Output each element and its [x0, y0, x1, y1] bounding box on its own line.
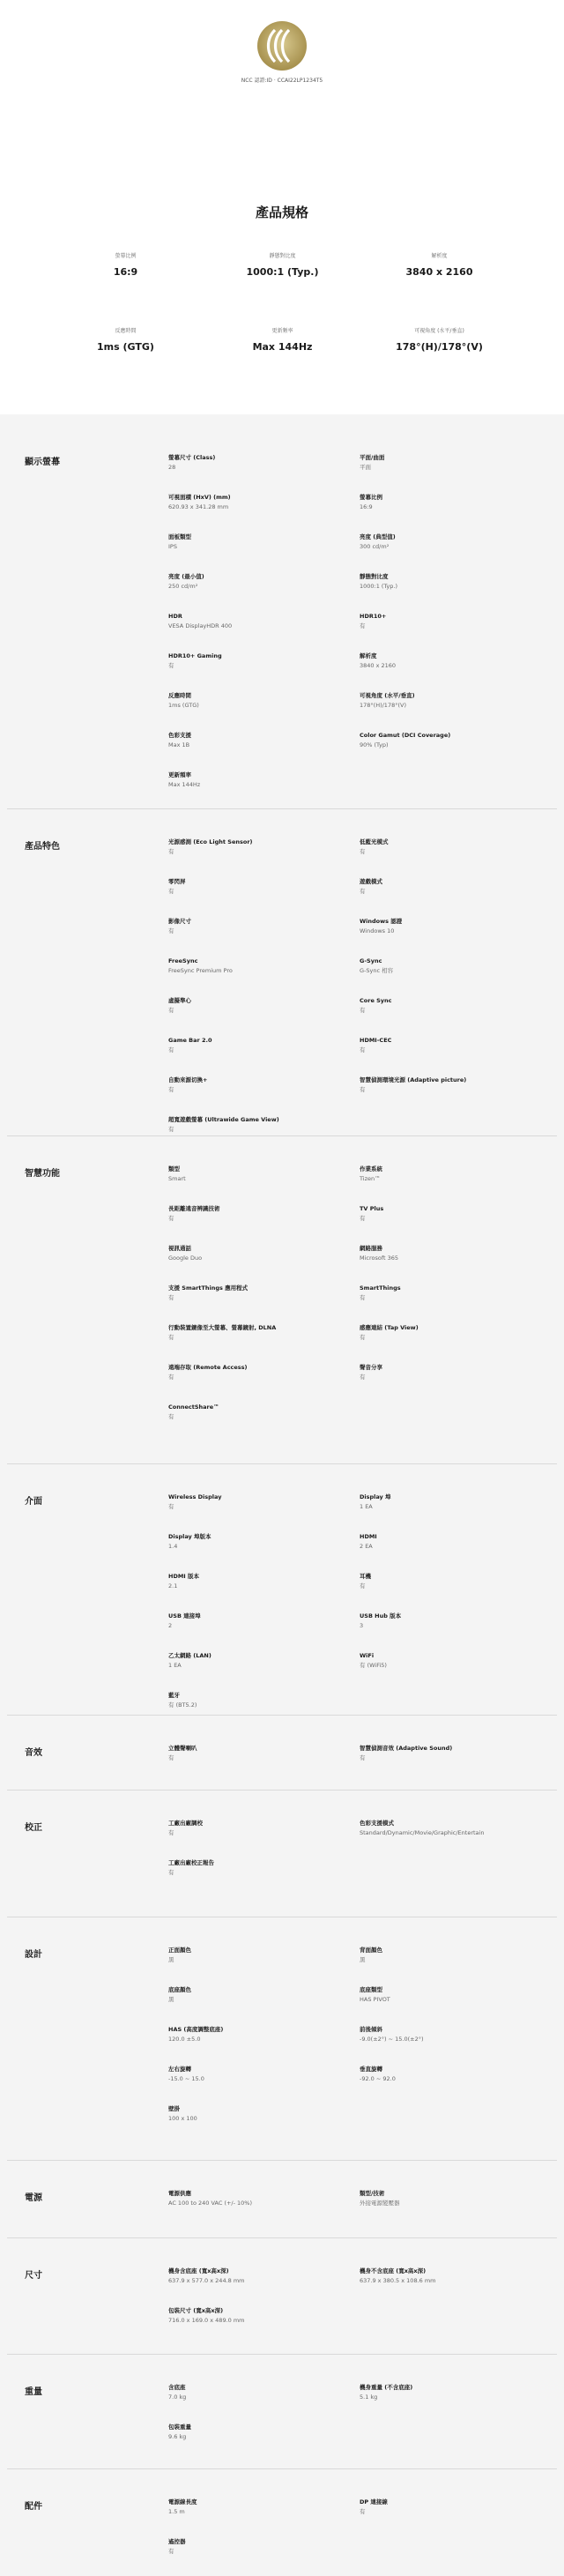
- spec-value: 有: [360, 622, 366, 629]
- spec-label: 解析度: [360, 652, 377, 659]
- spec-label: 光源感測 (Eco Light Sensor): [168, 838, 253, 845]
- spec-item: [168, 1947, 345, 1964]
- spec-label: 含底座: [168, 2384, 186, 2391]
- spec-label: 零閃屏: [168, 878, 186, 885]
- spec-item: [360, 1986, 536, 2004]
- section-title: 設計: [25, 1950, 42, 1960]
- kpi-value: Max 144Hz: [252, 341, 313, 353]
- spec-item: [360, 613, 536, 630]
- spec-label: 可視角度 (水平/垂直): [360, 692, 415, 699]
- spec-label: 螢幕尺寸 (Class): [168, 454, 216, 461]
- spec-item: [168, 2066, 345, 2083]
- spec-item: [360, 2498, 536, 2516]
- spec-label: 更新頻率: [168, 771, 191, 778]
- spec-label: 電源線長度: [168, 2498, 197, 2505]
- spec-label: G-Sync: [360, 957, 382, 964]
- section-title: 尺寸: [25, 2271, 42, 2281]
- spec-label: 自動來源切換+: [168, 1076, 208, 1083]
- spec-item: [360, 2026, 536, 2044]
- spec-label: 包裝重量: [168, 2423, 191, 2431]
- spec-label: USB Hub 版本: [360, 1612, 402, 1619]
- spec-item: [168, 2538, 345, 2556]
- spec-value: 有: [168, 1126, 174, 1133]
- kpi-caption: 可視角度 (水平/垂直): [414, 328, 464, 334]
- section-design: [7, 1917, 557, 2160]
- kpi-caption: 螢幕比例: [115, 253, 137, 259]
- spec-value: FreeSync Premium Pro: [168, 967, 233, 974]
- spec-value: 有 (BT5.2): [168, 1701, 197, 1709]
- spec-label: 螢幕比例: [360, 494, 382, 501]
- spec-value: 有: [360, 1374, 366, 1381]
- spec-value: 有 (WiFi5): [360, 1662, 387, 1669]
- spec-label: 左右旋轉: [168, 2066, 191, 2073]
- kpi-value: 178°(H)/178°(V): [396, 341, 483, 353]
- spec-item: [168, 1403, 345, 1421]
- spec-value: 300 cd/m²: [360, 543, 390, 550]
- spec-item: [168, 2307, 345, 2325]
- spec-label: 聲音分享: [360, 1364, 382, 1371]
- spec-item: [360, 1364, 536, 1381]
- spec-label: HDMI-CEC: [360, 1037, 392, 1044]
- spec-label: 機身含底座 (寬x高x深): [168, 2267, 229, 2274]
- section-interface: [7, 1463, 557, 1715]
- spec-value: 有: [168, 662, 174, 669]
- spec-label: 色彩支援模式: [360, 1820, 394, 1827]
- spec-item: [168, 1652, 345, 1670]
- spec-item: [360, 533, 536, 551]
- spec-value: 90% (Typ): [360, 741, 389, 748]
- spec-value: 3: [360, 1622, 364, 1629]
- kpi-value: 16:9: [113, 266, 138, 278]
- spec-label: Windows 認證: [360, 918, 403, 925]
- spec-value: 1 EA: [168, 1662, 182, 1669]
- spec-item: [360, 1324, 536, 1342]
- spec-value: 1000:1 (Typ.): [360, 583, 398, 590]
- section-title: 產品特色: [25, 842, 60, 852]
- spec-value: 2.1: [168, 1582, 178, 1590]
- spec-item: [360, 692, 536, 710]
- spec-label: 作業系統: [360, 1165, 382, 1173]
- spec-label: Game Bar 2.0: [168, 1037, 212, 1044]
- spec-label: 視訊通話: [168, 1245, 191, 1252]
- spec-value: 黑: [360, 1956, 366, 1963]
- spec-value: 28: [168, 464, 176, 471]
- spec-value: 有: [168, 1215, 174, 1222]
- spec-item: [168, 2423, 345, 2441]
- spec-item: [168, 1859, 345, 1877]
- spec-label: 面板類型: [168, 533, 191, 540]
- spec-item: [168, 613, 345, 630]
- spec-label: 支援 SmartThings 應用程式: [168, 1284, 249, 1292]
- spec-label: 智慧偵測音效 (Adaptive Sound): [360, 1745, 453, 1752]
- spec-value: 有: [168, 1294, 174, 1301]
- spec-value: 2 EA: [360, 1543, 373, 1550]
- kpi-caption: 更新頻率: [271, 328, 293, 334]
- spec-item: [360, 573, 536, 591]
- spec-value: 1 EA: [360, 1503, 373, 1510]
- section-title: 重量: [25, 2387, 42, 2397]
- spec-item: [168, 997, 345, 1015]
- spec-label: 工廠出廠校正報告: [168, 1859, 214, 1866]
- spec-item: [168, 1820, 345, 1837]
- spec-item: [168, 1284, 345, 1302]
- spec-label: FreeSync: [168, 957, 198, 964]
- section-title: 智慧功能: [25, 1169, 60, 1179]
- spec-item: [360, 1205, 536, 1223]
- section-calibration: [7, 1790, 557, 1917]
- spec-value: 有: [360, 1007, 366, 1014]
- spec-label: 包裝尺寸 (寬x高x深): [168, 2307, 224, 2314]
- spec-label: 靜態對比度: [360, 573, 389, 580]
- section-dimension: [7, 2237, 557, 2354]
- page-title: 產品規格: [255, 205, 308, 220]
- kpi-value: 1000:1 (Typ.): [246, 266, 319, 278]
- spec-value: 有: [168, 1869, 174, 1876]
- spec-label: 遊戲模式: [360, 878, 382, 885]
- spec-label: HAS (高度調整底座): [168, 2026, 224, 2033]
- spec-value: HAS PIVOT: [360, 1996, 390, 2003]
- model-code: NCC 認證:ID · CCAI22LP1234T5: [241, 78, 323, 84]
- spec-value: Smart: [168, 1175, 186, 1182]
- spec-value: 平面: [360, 464, 371, 471]
- spec-label: HDR: [168, 613, 182, 620]
- spec-item: [168, 1612, 345, 1630]
- spec-label: 遙控器: [168, 2538, 186, 2545]
- spec-item: [168, 2498, 345, 2516]
- spec-item: [168, 2190, 345, 2207]
- spec-label: 平面/曲面: [360, 454, 385, 461]
- spec-item: [360, 454, 536, 472]
- spec-value: 716.0 x 169.0 x 489.0 mm: [168, 2317, 245, 2324]
- spec-value: Max 1B: [168, 741, 190, 748]
- spec-item: [168, 1116, 345, 1134]
- spec-item: [168, 1493, 345, 1511]
- spec-label: Wireless Display: [168, 1493, 222, 1500]
- spec-label: 機身不含底座 (寬x高x深): [360, 2267, 427, 2274]
- spec-item: [360, 1612, 536, 1630]
- spec-value: 有: [168, 927, 174, 934]
- section-title: 電源: [25, 2193, 42, 2203]
- spec-label: 電源供應: [168, 2190, 191, 2197]
- spec-label: 影像尺寸: [168, 918, 191, 925]
- spec-value: Standard/Dynamic/Movie/Graphic/Entertain: [360, 1829, 485, 1836]
- spec-item: [168, 1533, 345, 1551]
- section-power: [7, 2160, 557, 2237]
- spec-item: [360, 652, 536, 670]
- spec-item: [168, 1364, 345, 1381]
- spec-value: 16:9: [360, 503, 373, 510]
- spec-item: [360, 1573, 536, 1590]
- spec-value: -15.0 ~ 15.0: [168, 2075, 204, 2082]
- spec-item: [360, 2190, 536, 2207]
- spec-item: [360, 1820, 536, 1837]
- spec-item: [168, 732, 345, 749]
- spec-label: TV Plus: [360, 1205, 384, 1212]
- spec-value: Google Duo: [168, 1254, 203, 1262]
- spec-item: [360, 878, 536, 896]
- spec-value: 637.9 x 577.0 x 244.8 mm: [168, 2277, 245, 2284]
- spec-item: [168, 1324, 345, 1342]
- spec-table: [0, 414, 564, 2576]
- award-logo: [256, 19, 308, 72]
- spec-label: HDMI: [360, 1533, 377, 1540]
- spec-value: 有: [168, 1754, 174, 1761]
- section-accessory: [7, 2468, 557, 2565]
- spec-label: 工廠出廠調校: [168, 1820, 203, 1827]
- spec-label: 長距離遠音辨識技術: [168, 1205, 220, 1212]
- spec-label: 機身重量 (不含底座): [360, 2384, 413, 2391]
- spec-item: [168, 494, 345, 511]
- spec-value: G-Sync 相容: [360, 967, 394, 974]
- spec-value: Microsoft 365: [360, 1254, 399, 1262]
- spec-label: 感應連結 (Tap View): [360, 1324, 419, 1331]
- spec-label: 藍牙: [168, 1692, 180, 1699]
- spec-item: [360, 2267, 536, 2285]
- spec-item: [360, 2384, 536, 2401]
- spec-item: [360, 1745, 536, 1762]
- spec-value: 3840 x 2160: [360, 662, 397, 669]
- spec-label: HDR10+ Gaming: [168, 652, 222, 659]
- spec-value: 1ms (GTG): [168, 702, 199, 709]
- spec-value: 有: [168, 848, 174, 855]
- kpi-value: 3840 x 2160: [405, 266, 473, 278]
- spec-item: [168, 957, 345, 975]
- spec-item: [168, 2267, 345, 2285]
- spec-value: 有: [168, 1374, 174, 1381]
- spec-label: 前後傾斜: [360, 2026, 382, 2033]
- section-title: 配件: [25, 2502, 42, 2512]
- spec-label: Color Gamut (DCI Coverage): [360, 732, 451, 739]
- spec-label: 耳機: [360, 1573, 371, 1580]
- spec-value: 1.4: [168, 1543, 178, 1550]
- spec-value: 9.6 kg: [168, 2433, 187, 2440]
- spec-item: [360, 1245, 536, 1262]
- spec-value: -92.0 ~ 92.0: [360, 2075, 396, 2082]
- spec-value: Max 144Hz: [168, 781, 201, 788]
- spec-label: 智慧偵測環境光源 (Adaptive picture): [360, 1076, 467, 1083]
- spec-label: 垂直旋轉: [360, 2066, 382, 2073]
- spec-item: [168, 1745, 345, 1762]
- spec-value: 有: [360, 1582, 366, 1590]
- spec-value: 有: [360, 888, 366, 895]
- spec-item: [168, 652, 345, 670]
- spec-label: 底座顏色: [168, 1986, 191, 1993]
- spec-value: Windows 10: [360, 927, 395, 934]
- section-weight: [7, 2354, 557, 2468]
- spec-label: 色彩支援: [168, 732, 191, 739]
- spec-label: 正面顏色: [168, 1947, 191, 1954]
- spec-item: [168, 771, 345, 789]
- spec-item: [168, 2384, 345, 2401]
- spec-value: 120.0 ±5.0: [168, 2036, 201, 2043]
- spec-item: [360, 1076, 536, 1094]
- spec-label: HDMI 版本: [168, 1573, 199, 1580]
- spec-label: HDR10+: [360, 613, 387, 620]
- spec-item: [168, 1245, 345, 1262]
- spec-label: 行動裝置鏡像至大螢幕、螢幕鏡射, DLNA: [168, 1324, 277, 1331]
- spec-item: [360, 494, 536, 511]
- spec-item: [360, 1284, 536, 1302]
- spec-value: Tizen™: [360, 1175, 381, 1182]
- spec-label: USB 連接埠: [168, 1612, 201, 1619]
- spec-value: 有: [168, 1007, 174, 1014]
- spec-value: 5.1 kg: [360, 2394, 378, 2401]
- spec-item: [168, 1076, 345, 1094]
- spec-label: Display 埠: [360, 1493, 391, 1500]
- spec-value: 有: [168, 1334, 174, 1341]
- spec-label: 壁掛: [168, 2105, 180, 2112]
- spec-item: [360, 1037, 536, 1054]
- spec-value: 有: [360, 1754, 366, 1761]
- spec-item: [360, 1652, 536, 1670]
- spec-value: 有: [360, 1334, 366, 1341]
- spec-value: 黑: [168, 1956, 174, 1963]
- spec-value: 有: [360, 1294, 366, 1301]
- spec-value: 178°(H)/178°(V): [360, 702, 406, 709]
- section-title: 音效: [25, 1748, 42, 1758]
- spec-value: 1.5 m: [168, 2508, 185, 2515]
- spec-item: [168, 1573, 345, 1590]
- spec-label: 立體聲喇叭: [168, 1745, 197, 1752]
- spec-label: 反應時間: [168, 692, 191, 699]
- spec-label: 類型/技術: [360, 2190, 385, 2197]
- spec-label: 超寬遊戲螢幕 (Ultrawide Game View): [168, 1116, 279, 1123]
- spec-item: [168, 878, 345, 896]
- spec-value: 637.9 x 380.5 x 108.6 mm: [360, 2277, 436, 2284]
- spec-value: -9.0(±2°) ~ 15.0(±2°): [360, 2036, 424, 2043]
- spec-value: 有: [168, 1503, 174, 1510]
- spec-value: 有: [168, 1829, 174, 1836]
- spec-label: 虛擬準心: [168, 997, 191, 1004]
- spec-item: [360, 997, 536, 1015]
- spec-value: AC 100 to 240 VAC (+/- 10%): [168, 2200, 253, 2207]
- spec-label: 類型: [168, 1165, 180, 1173]
- spec-item: [168, 838, 345, 856]
- spec-value: 100 x 100: [168, 2115, 197, 2122]
- spec-item: [168, 454, 345, 472]
- spec-value: 外接電源變壓器: [360, 2200, 400, 2207]
- spec-label: 網路服務: [360, 1245, 382, 1252]
- spec-label: 底座類型: [360, 1986, 382, 1993]
- spec-value: 有: [168, 1086, 174, 1093]
- spec-item: [168, 1986, 345, 2004]
- spec-label: 低藍光模式: [360, 838, 389, 845]
- spec-value: 有: [168, 2548, 174, 2555]
- kpi-caption: 反應時間: [115, 328, 137, 334]
- section-title: 校正: [25, 1823, 42, 1833]
- spec-value: 620.93 x 341.28 mm: [168, 503, 229, 510]
- spec-label: 可視面積 (HxV) (mm): [168, 494, 231, 501]
- spec-item: [360, 1533, 536, 1551]
- spec-item: [168, 692, 345, 710]
- spec-item: [168, 918, 345, 935]
- spec-item: [360, 1493, 536, 1511]
- spec-label: Display 埠版本: [168, 1533, 212, 1540]
- section-smart: [7, 1135, 557, 1463]
- spec-label: 乙太網路 (LAN): [168, 1652, 212, 1659]
- spec-item: [168, 1165, 345, 1183]
- kpi-resolution: [345, 251, 533, 278]
- kpi-caption: 解析度: [431, 253, 448, 259]
- spec-item: [360, 918, 536, 935]
- spec-value: 有: [360, 848, 366, 855]
- spec-label: 亮度 (最小值): [168, 573, 204, 580]
- spec-item: [168, 2026, 345, 2044]
- spec-value: 250 cd/m²: [168, 583, 198, 590]
- spec-item: [360, 1947, 536, 1964]
- section-title: 介面: [25, 1497, 42, 1507]
- spec-item: [168, 1692, 345, 1709]
- spec-value: 2: [168, 1622, 173, 1629]
- header-area: [0, 0, 564, 414]
- spec-label: SmartThings: [360, 1284, 401, 1292]
- spec-value: VESA DisplayHDR 400: [168, 622, 233, 629]
- spec-value: 有: [168, 1046, 174, 1053]
- spec-value: 有: [360, 1046, 366, 1053]
- spec-value: 有: [168, 888, 174, 895]
- kpi-viewing-angle: [345, 326, 533, 353]
- section-features: [7, 808, 557, 1135]
- spec-label: DP 連接線: [360, 2498, 388, 2505]
- spec-item: [168, 573, 345, 591]
- spec-label: 背面顏色: [360, 1947, 382, 1954]
- spec-item: [360, 838, 536, 856]
- spec-item: [360, 1165, 536, 1183]
- spec-label: ConnectShare™: [168, 1403, 219, 1411]
- section-title: 顯示螢幕: [25, 458, 60, 467]
- spec-value: IPS: [168, 543, 177, 550]
- kpi-caption: 靜態對比度: [269, 253, 296, 259]
- spec-label: Core Sync: [360, 997, 392, 1004]
- kpi-value: 1ms (GTG): [97, 341, 154, 353]
- spec-value: 有: [360, 1215, 366, 1222]
- spec-value: 有: [360, 2508, 366, 2515]
- spec-value: 有: [360, 1086, 366, 1093]
- spec-item: [360, 732, 536, 749]
- spec-item: [168, 2105, 345, 2123]
- section-display: [7, 425, 557, 808]
- spec-label: 亮度 (典型值): [360, 533, 396, 540]
- spec-item: [360, 2066, 536, 2083]
- section-audio: [7, 1715, 557, 1790]
- spec-value: 7.0 kg: [168, 2394, 187, 2401]
- spec-value: 有: [168, 1413, 174, 1420]
- spec-item: [168, 1205, 345, 1223]
- award-logo-icon: [256, 19, 308, 72]
- spec-item: [168, 533, 345, 551]
- spec-value: 黑: [168, 1996, 174, 2003]
- spec-item: [360, 957, 536, 975]
- spec-item: [168, 1037, 345, 1054]
- spec-label: WiFi: [360, 1652, 375, 1659]
- spec-label: 遠端存取 (Remote Access): [168, 1364, 248, 1371]
